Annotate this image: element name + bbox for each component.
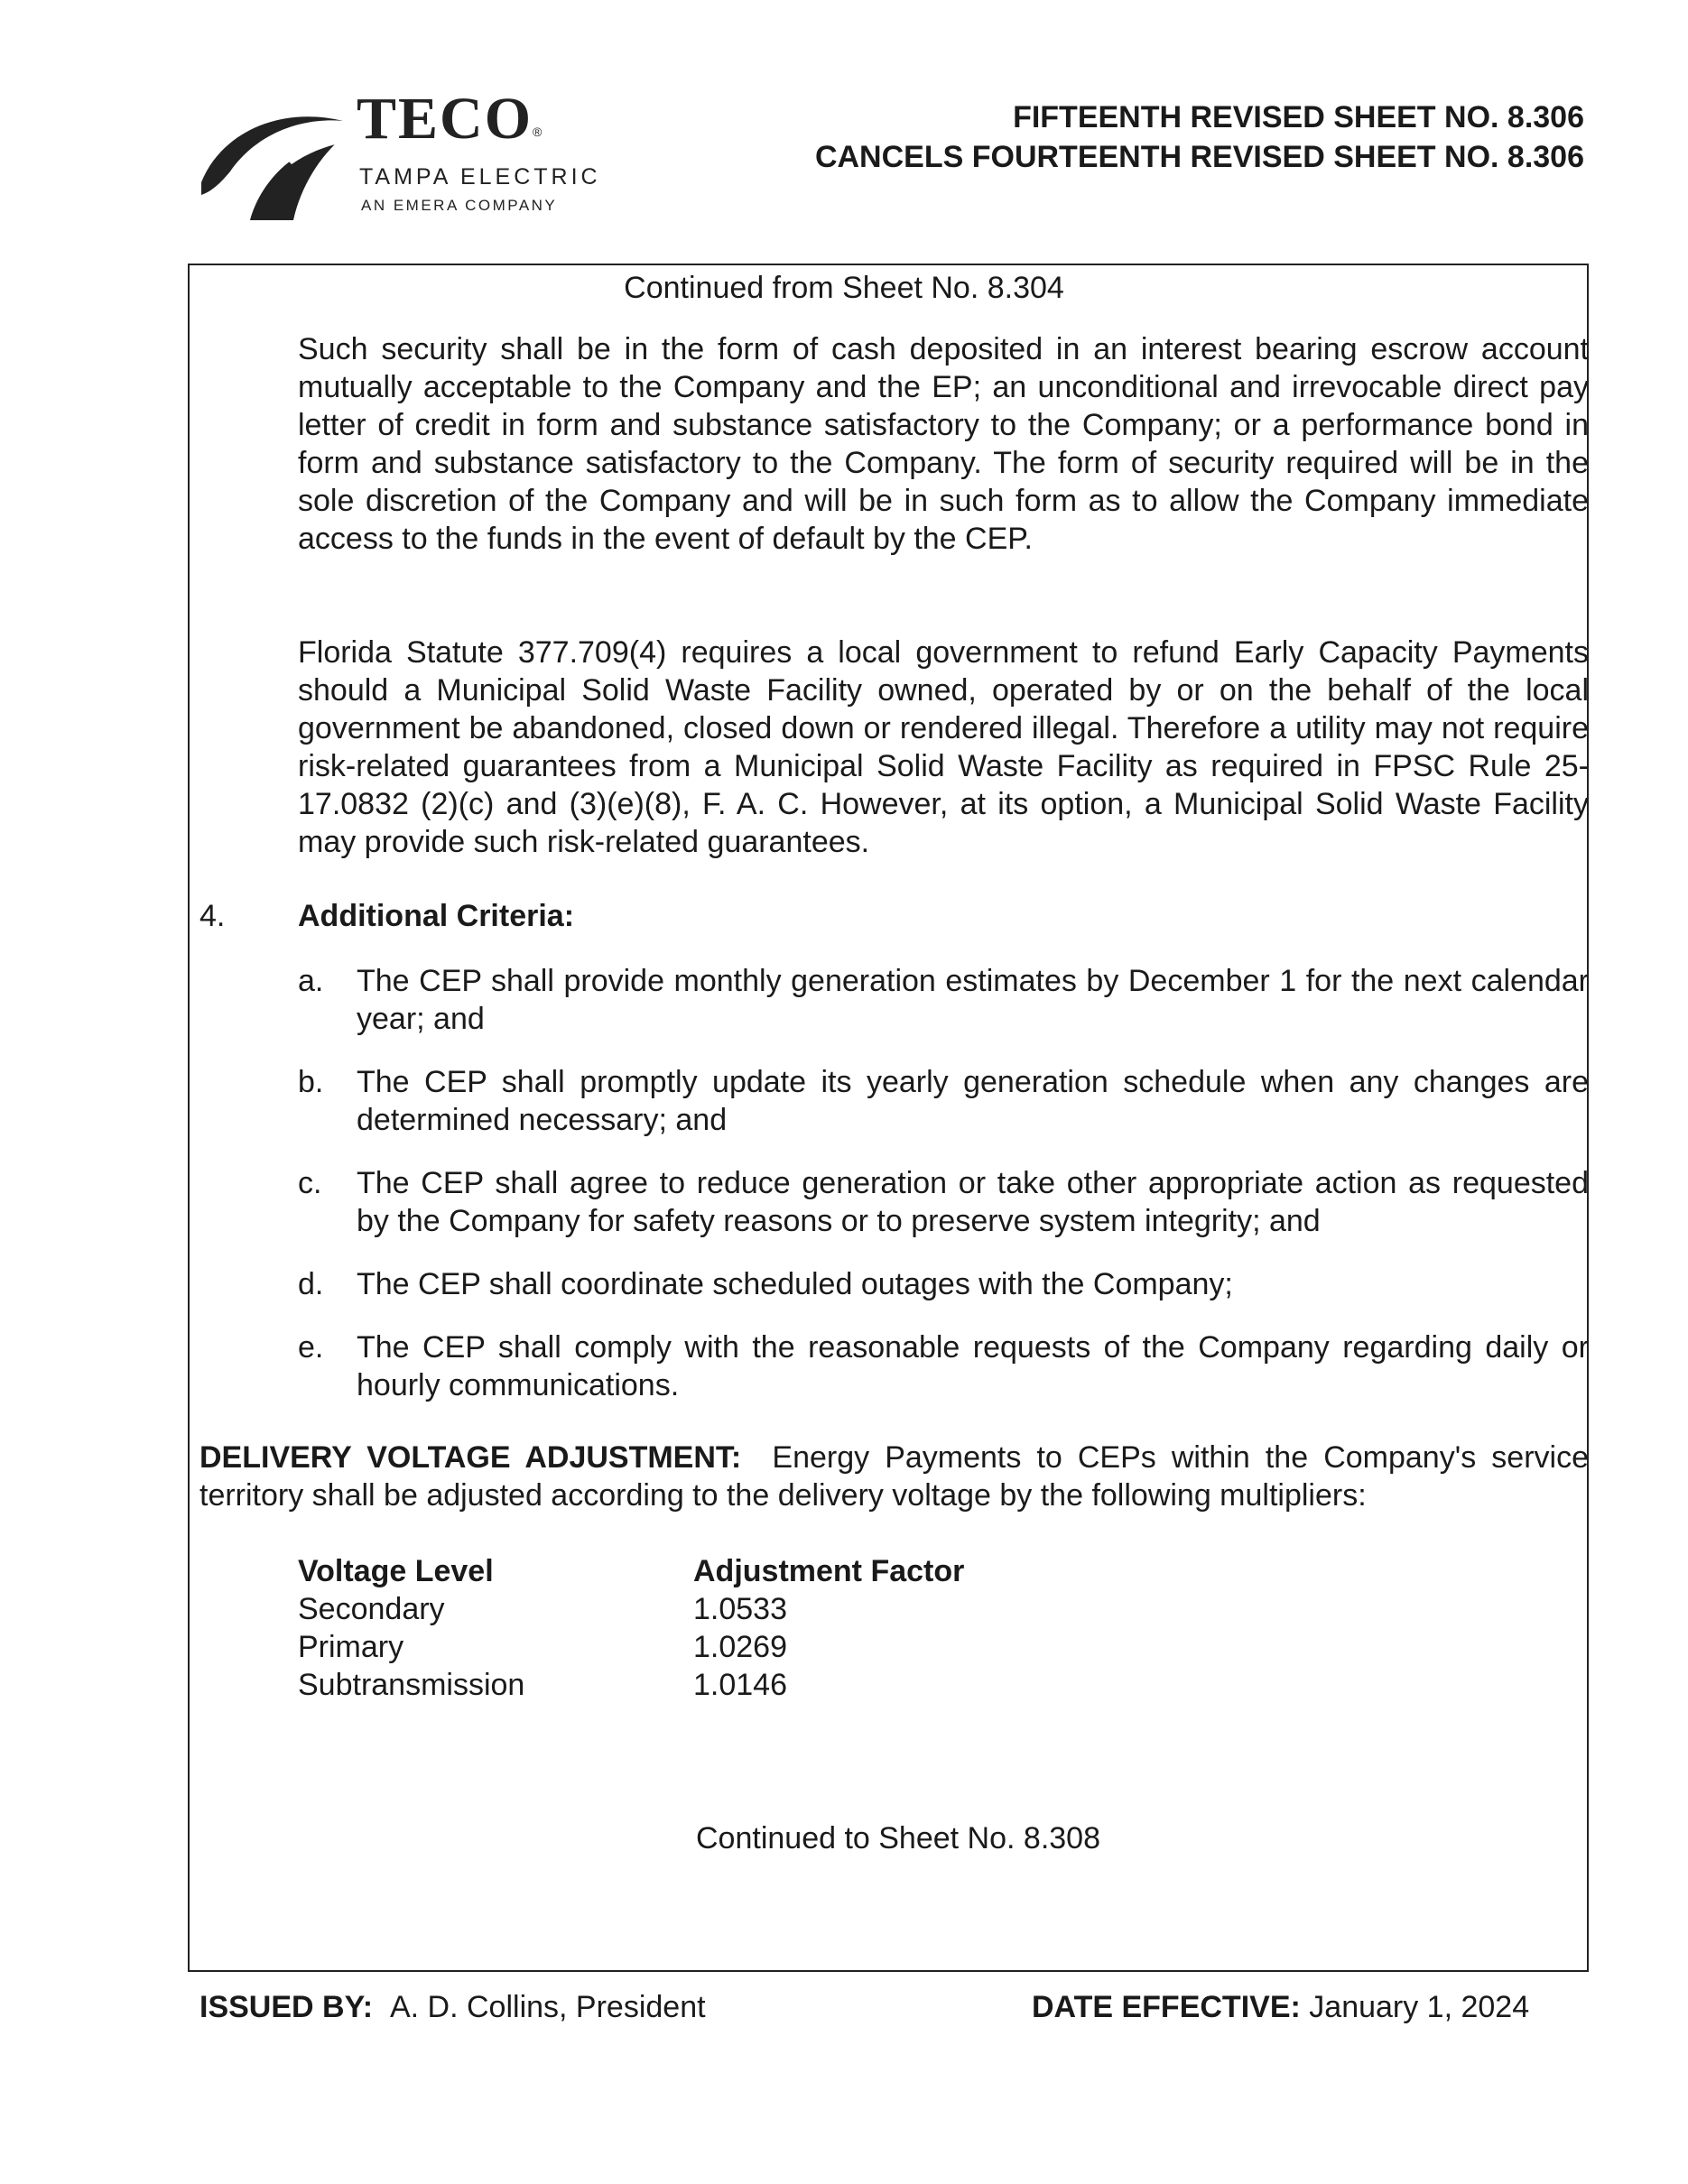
criteria-text: The CEP shall comply with the reasonable requests of the Company regarding daily or hourly communications. [357,1330,1589,1402]
delivery-voltage-label: DELIVERY VOLTAGE ADJUSTMENT: [199,1440,742,1475]
criteria-letter: d. [298,1267,324,1301]
logo-brand: TECO® [357,86,544,152]
section-number: 4. [199,899,226,933]
logo-subtitle: TAMPA ELECTRIC [359,164,601,190]
florida-statute-paragraph: Florida Statute 377.709(4) requires a local government to refund Early Capacity Payments should a Municipal Solid Waste Facility owned, operated by or on the behalf of the local government be abandoned, closed down or rendered illegal. Therefore a utility may not require risk-related guarantees from a Municipal Solid Waste Facility as required in FPSC Rule 25-17.0832 (2)(c) and (3)(e)(8), F. A. C. However, at its option, a Municipal Solid Waste Facility may provide such risk-related guarantees. [298,635,1589,859]
criteria-text: The CEP shall provide monthly generation estimates by December 1 for the next calendar year; and [357,964,1589,1036]
date-effective-value: January 1, 2024 [1309,1990,1530,2024]
table-cell: 1.0269 [693,1630,787,1664]
criteria-text: The CEP shall agree to reduce generation or take other appropriate action as requested by the Company for safety reasons or to preserve system integrity; and [357,1166,1589,1238]
criteria-text: The CEP shall coordinate scheduled outages with the Company; [357,1267,1233,1301]
issued-by [199,1990,706,2025]
criteria-letter: e. [298,1330,324,1365]
continued-to: Continued to Sheet No. 8.308 [696,1821,1100,1855]
table-cell: Secondary [298,1592,445,1626]
security-paragraph: Such security shall be in the form of cash deposited in an interest bearing escrow account mutually acceptable to the Company and the EP; an unconditional and irrevocable direct pay letter of credit in form and substance satisfactory to the Company; or a performance bond in form and substance satisfactory to the Company. The form of security required will be in the sole discretion of the Company and will be in such form as to allow the Company immediate access to the funds in the event of default by the CEP. [298,332,1589,556]
criteria-item [298,1265,1589,1303]
table-cell: Subtransmission [298,1668,525,1702]
date-effective-label: DATE EFFECTIVE: [1032,1990,1301,2024]
criteria-item [298,1164,1589,1240]
section-title: Additional Criteria: [298,899,575,933]
column-header: Adjustment Factor [693,1554,965,1588]
swoosh-logo-icon [194,101,348,227]
table-cell: 1.0146 [693,1668,787,1702]
table-cell: 1.0533 [693,1592,787,1626]
delivery-voltage-paragraph [199,1439,1589,1514]
criteria-item [298,1063,1589,1139]
date-effective [1032,1990,1529,2025]
delivery-voltage-text: Energy Payments to CEPs within the Company's service territory shall be adjusted according to the delivery voltage by the following multipliers: [199,1440,1589,1513]
sheet-number: FIFTEENTH REVISED SHEET NO. 8.306 [1013,100,1584,134]
criteria-item [298,962,1589,1038]
sheet-header [815,97,1584,177]
table-cell: Primary [298,1630,404,1664]
criteria-text: The CEP shall promptly update its yearly generation schedule when any changes are determined necessary; and [357,1065,1589,1137]
sheet-cancels: CANCELS FOURTEENTH REVISED SHEET NO. 8.306 [814,140,1584,174]
continued-from: Continued from Sheet No. 8.304 [624,271,1064,305]
criteria-letter: c. [298,1166,322,1200]
logo-tagline: AN EMERA COMPANY [361,197,558,214]
column-header: Voltage Level [298,1554,494,1588]
criteria-letter: b. [298,1065,324,1099]
criteria-letter: a. [298,964,324,998]
issued-by-label: ISSUED BY: [199,1990,374,2024]
company-logo [194,86,663,229]
issued-by-value: A. D. Collins, President [389,1990,706,2024]
criteria-item [298,1328,1589,1404]
